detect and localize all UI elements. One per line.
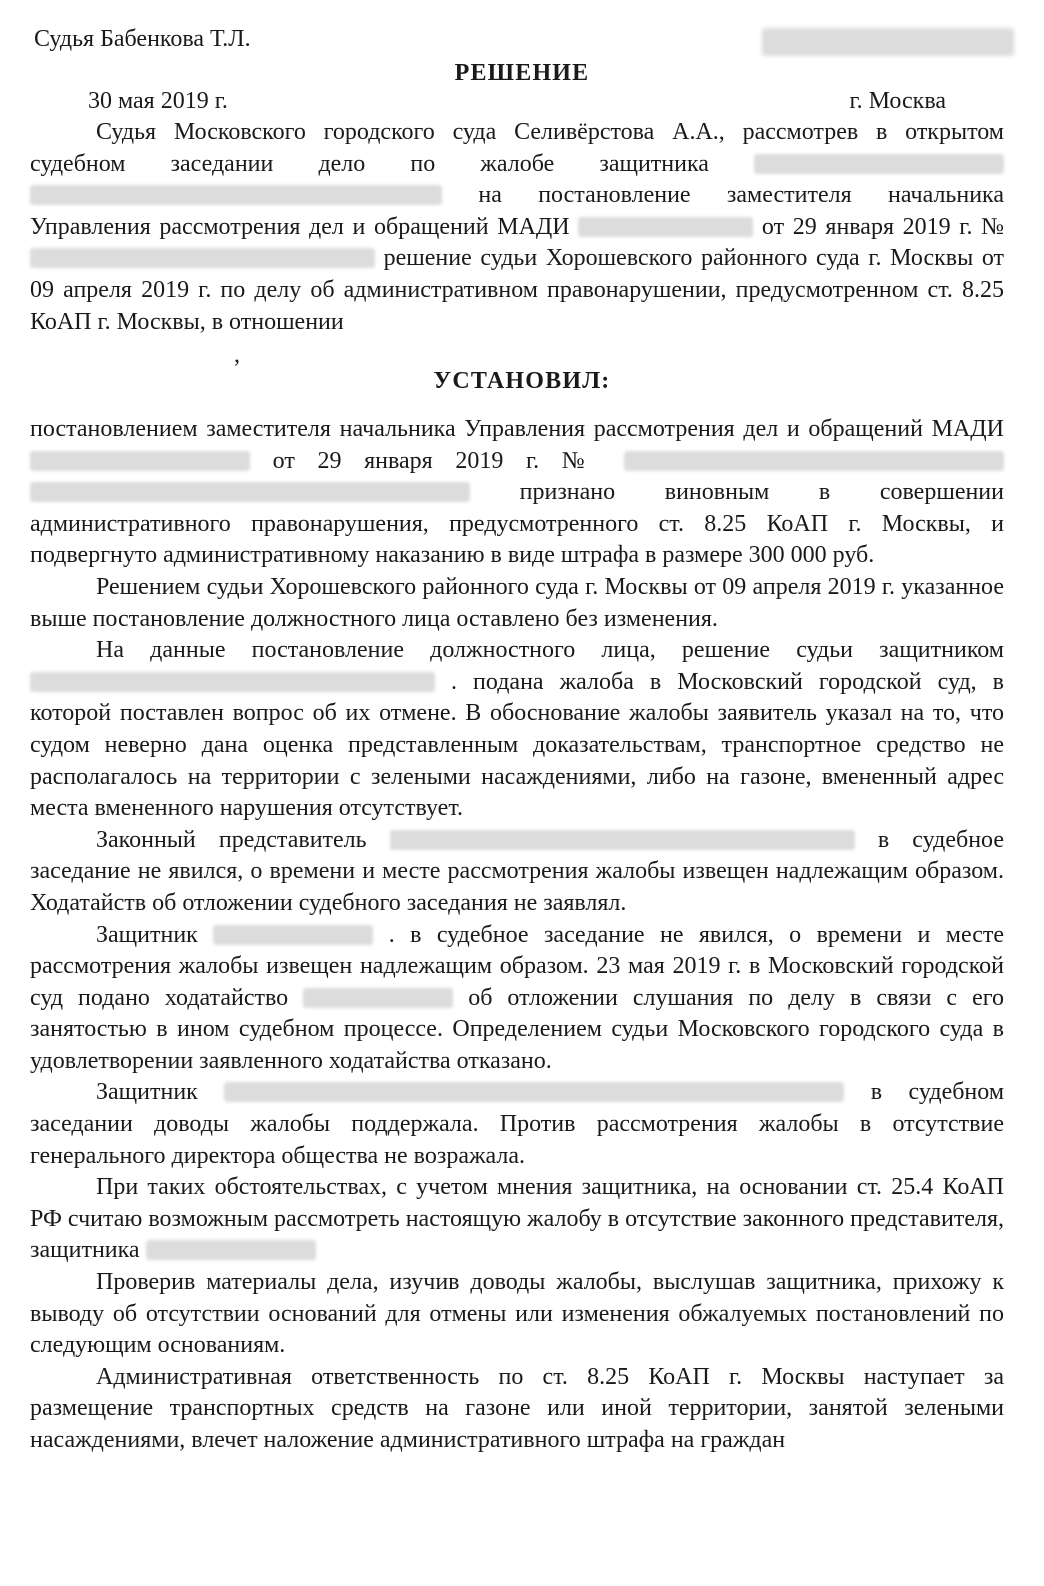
redacted-official bbox=[30, 451, 250, 471]
p2-text-1: постановлением заместителя начальника Управления рассмотрения дел и обращений МАДИ bbox=[30, 416, 1004, 442]
intro-text-1: Судья Московского городского суда Селивёрстова А.А., рассмотрев в открытом судебном заседании дело по жалобе защитника bbox=[30, 119, 1004, 177]
p5-text-1: Законный представитель bbox=[96, 826, 367, 853]
decision-city: г. Москва bbox=[849, 88, 946, 114]
redacted-name bbox=[303, 988, 453, 1008]
p2-text-3: признано виновным в совершении административного правонарушения, предусмотренного ст. 8.25 КоАП г. Москвы, и подвергнуто административному наказанию в виде штрафа в размере 300 000 руб. bbox=[30, 479, 1004, 569]
intro-comma: , bbox=[234, 342, 240, 368]
redacted-official bbox=[578, 217, 753, 237]
intro-text-4: решение судьи Хорошевского районного суда г. Москвы от 09 апреля 2019 г. по делу об административном правонарушении, предусмотренном ст. 8.25 КоАП г. Москвы, в отношении bbox=[30, 245, 1005, 335]
redacted-name bbox=[30, 672, 435, 692]
redacted-name bbox=[30, 185, 442, 205]
p7-text-1: Защитник bbox=[96, 1079, 198, 1106]
main-text bbox=[30, 414, 1004, 1457]
p6-text-1: Защитник bbox=[96, 921, 198, 948]
p7-text-2: в судебном заседании доводы жалобы поддержала. Против рассмотрения жалобы в отсутствие генерального директора общества не возражала. bbox=[30, 1079, 1005, 1169]
p10: Административная ответственность по ст. 8.25 КоАП г. Москвы наступает за размещение транспортных средств на газоне или иной территории, занятой зелеными насаждениями, влечет наложение административного штрафа на граждан bbox=[30, 1363, 1004, 1453]
p8-text-1: При таких обстоятельствах, с учетом мнения защитника, на основании ст. 25.4 КоАП РФ считаю возможным рассмотреть настоящую жалобу в отсутствие законного представителя, защитника bbox=[30, 1174, 1004, 1264]
intro-text-2: на постановление заместителя начальника Управления рассмотрения дел и обращений МАДИ bbox=[30, 182, 1005, 240]
intro-text-3: от 29 января 2019 г. № bbox=[761, 213, 1004, 240]
p5-text-2: в судебное заседание не явился, о времени и месте рассмотрения жалобы извещен надлежащим образом. Ходатайств об отложении судебного заседания не заявлял. bbox=[30, 826, 1004, 916]
judge-name: Судья Бабенкова Т.Л. bbox=[34, 26, 251, 52]
redacted-name bbox=[146, 1240, 316, 1260]
p3: Решением судьи Хорошевского районного суда г. Москвы от 09 апреля 2019 г. указанное выше постановление должностного лица оставлено без изменения. bbox=[30, 573, 1004, 632]
p2-text-2: от 29 января 2019 г. № bbox=[272, 447, 602, 474]
decision-date: 30 мая 2019 г. bbox=[88, 88, 228, 114]
p4-text-2: . подана жалоба в Московский городской суд, в которой поставлен вопрос об их отмене. В обоснование жалобы заявитель указал на то, что судом неверно дана оценка представленным доказательствам, транспортное средство не располагалось на территории с зелеными насаждениями, либо на газоне, вмененный адрес места вмененного нарушения отсутствует. bbox=[30, 668, 1005, 822]
p9: Проверив материалы дела, изучив доводы жалобы, выслушав защитника, прихожу к выводу об отсутствии оснований для отмены или изменения обжалуемых постановлений по следующим основаниям. bbox=[30, 1269, 1004, 1359]
redacted-name bbox=[390, 830, 855, 850]
redacted-company bbox=[30, 482, 470, 502]
p4-text-1: На данные постановление должностного лица, решение судьи защитником bbox=[96, 637, 1004, 664]
section-title: УСТАНОВИЛ: bbox=[433, 368, 611, 394]
p6-text-2: . в судебное заседание не явился, о времени и месте рассмотрения жалобы извещен надлежащим образом. 23 мая 2019 г. в Московский городской суд подано ходатайство bbox=[30, 921, 1005, 1011]
redacted-name bbox=[213, 925, 373, 945]
redacted-case-number bbox=[762, 28, 1014, 56]
redacted-number bbox=[30, 248, 375, 268]
redacted-name bbox=[754, 154, 1004, 174]
redacted-name bbox=[224, 1082, 844, 1102]
redacted-number bbox=[624, 451, 1004, 471]
p6-text-3: об отложении слушания по делу в связи с его занятостью в ином судебном процессе. Определением судьи Московского городского суда в удовлетворении заявленного ходатайства отказано. bbox=[30, 984, 1005, 1074]
document-title: РЕШЕНИЕ bbox=[454, 60, 590, 86]
intro-paragraph bbox=[30, 117, 1004, 338]
